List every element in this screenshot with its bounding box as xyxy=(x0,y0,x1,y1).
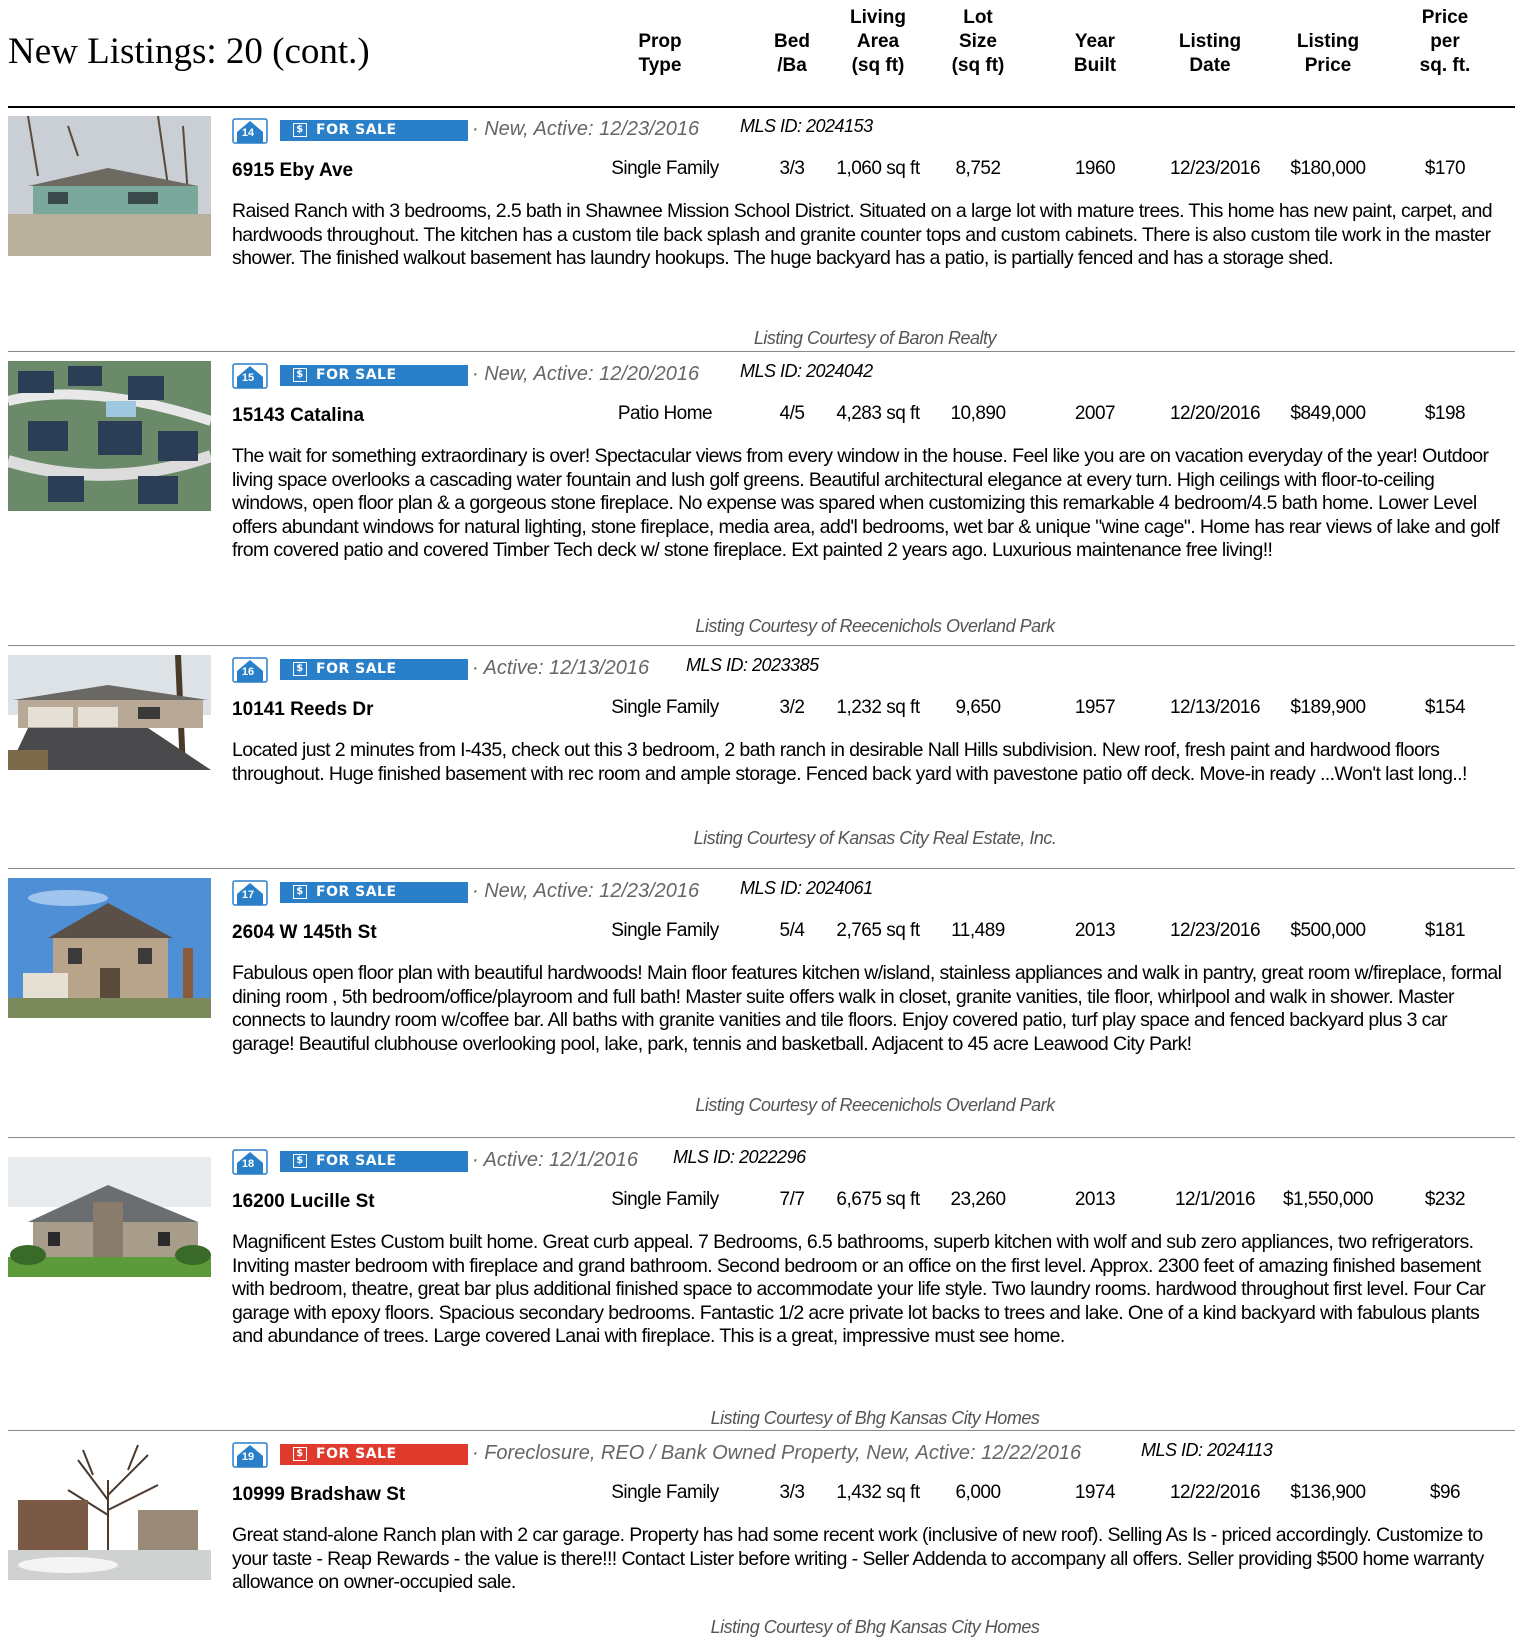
listing-photo[interactable] xyxy=(8,878,211,1018)
listing-courtesy: Listing Courtesy of Bhg Kansas City Homes xyxy=(710,1617,1040,1637)
listing-courtesy: Listing Courtesy of Reecenichols Overland Park xyxy=(695,616,1055,636)
listing-status: · Active: 12/1/2016 xyxy=(472,1149,639,1171)
listing-divider xyxy=(8,351,1515,352)
prop-type: Single Family xyxy=(611,920,719,941)
listing-item xyxy=(0,1432,1527,1642)
year-built: 1974 xyxy=(1074,1482,1116,1503)
price-per-sqft: $170 xyxy=(1424,158,1466,179)
sign-icon: $ xyxy=(293,1154,307,1168)
bed-ba: 4/5 xyxy=(779,403,805,424)
badge-text: FOR SALE xyxy=(316,661,397,677)
listing-price: $849,000 xyxy=(1290,403,1366,424)
prop-type: Single Family xyxy=(611,697,719,718)
price-per-sqft: $232 xyxy=(1424,1189,1466,1210)
mls-id: MLS ID: 2024153 xyxy=(740,116,873,136)
mls-id: MLS ID: 2022296 xyxy=(673,1147,806,1167)
living-area: 1,060 sq ft xyxy=(836,158,920,179)
column-header-bed-ba: Bed /Ba xyxy=(774,31,810,76)
year-built: 2013 xyxy=(1074,1189,1116,1210)
mls-id: MLS ID: 2023385 xyxy=(686,655,819,675)
listing-number: 14 xyxy=(241,127,255,139)
for-sale-badge xyxy=(232,657,468,681)
page-title: New Listings: 20 (cont.) xyxy=(8,31,370,72)
year-built: 2013 xyxy=(1074,920,1116,941)
badge-text: FOR SALE xyxy=(316,1446,397,1462)
listing-item xyxy=(0,870,1527,1138)
column-header-listing-date: Listing Date xyxy=(1178,31,1242,76)
listing-description: The wait for something extraordinary is over! Spectacular views from every window in the house. Feel like you are on vacation everyday of the year! Outdoor living space overlooks a cascading water fountain and lush golf greens. Beautiful architectural elegance at every turn. High ceilings with floor-to-ceiling windows, open floor plan & a gorgeous stone fireplace. No expense was spared when customizing this remarkable 4 bedroom/4.5 bath home. Lower Level offers abundant windows for natural lighting, stone fireplace, media area, add'l bedrooms, wet bar & unique "wine cage". Home has rear views of lake and golf from covered patio and covered Timber Tech deck w/ stone fireplace. Ext painted 2 years ago. Luxurious maintenance free living!! xyxy=(232,445,1500,561)
lot-size: 9,650 xyxy=(955,697,1001,718)
bed-ba: 3/3 xyxy=(779,1482,805,1503)
listing-date: 12/20/2016 xyxy=(1169,403,1261,424)
lot-size: 11,489 xyxy=(951,920,1005,941)
for-sale-label xyxy=(280,1151,468,1172)
listing-photo[interactable] xyxy=(8,1147,211,1287)
for-sale-badge xyxy=(232,1442,468,1466)
listing-courtesy: Listing Courtesy of Bhg Kansas City Homes xyxy=(710,1408,1040,1428)
listing-status: · Foreclosure, REO / Bank Owned Property, New, Active: 12/22/2016 xyxy=(472,1442,1082,1464)
listing-date: 12/1/2016 xyxy=(1174,1189,1256,1210)
badge-text: FOR SALE xyxy=(316,884,397,900)
listing-photo[interactable] xyxy=(8,361,211,511)
year-built: 1960 xyxy=(1074,158,1116,179)
living-area: 4,283 sq ft xyxy=(836,403,920,424)
listing-status: · New, Active: 12/20/2016 xyxy=(472,363,700,385)
sign-icon: $ xyxy=(293,662,307,676)
listing-divider xyxy=(8,868,1515,869)
listing-item xyxy=(0,108,1527,352)
listing-item xyxy=(0,647,1527,869)
listing-courtesy: Listing Courtesy of Baron Realty xyxy=(753,328,997,348)
listing-number: 18 xyxy=(241,1158,255,1170)
sign-icon: $ xyxy=(293,885,307,899)
listing-item xyxy=(0,353,1527,646)
listing-courtesy: Listing Courtesy of Kansas City Real Estate, Inc. xyxy=(693,828,1057,848)
prop-type: Single Family xyxy=(611,1482,719,1503)
lot-size: 23,260 xyxy=(950,1189,1006,1210)
for-sale-label xyxy=(280,365,468,386)
prop-type: Single Family xyxy=(611,158,719,179)
living-area: 2,765 sq ft xyxy=(836,920,920,941)
mls-id: MLS ID: 2024061 xyxy=(740,878,873,898)
year-built: 2007 xyxy=(1074,403,1116,424)
listing-description: Located just 2 minutes from I-435, check out this 3 bedroom, 2 bath ranch in desirable Nall Hills subdivision. New roof, fresh paint and hardwood floors throughout. Huge finished basement with rec room and ample storage. Fenced back yard with pavestone patio off deck. Move-in ready ...Won't last long..! xyxy=(232,739,1467,785)
column-header-prop-type: Prop Type xyxy=(638,31,682,76)
year-built: 1957 xyxy=(1074,697,1116,718)
column-header-year-built: Year Built xyxy=(1073,31,1117,76)
listing-item xyxy=(0,1139,1527,1431)
mls-id: MLS ID: 2024113 xyxy=(1141,1440,1273,1460)
listing-date: 12/23/2016 xyxy=(1169,158,1261,179)
listing-price: $136,900 xyxy=(1290,1482,1366,1503)
for-sale-badge xyxy=(232,118,468,142)
listing-status: · New, Active: 12/23/2016 xyxy=(472,118,700,140)
living-area: 6,675 sq ft xyxy=(836,1189,920,1210)
listing-status: · Active: 12/13/2016 xyxy=(472,657,650,679)
for-sale-label xyxy=(280,882,468,903)
lot-size: 10,890 xyxy=(950,403,1006,424)
column-header-listing-price: Listing Price xyxy=(1296,31,1360,76)
price-per-sqft: $96 xyxy=(1429,1482,1461,1503)
bed-ba: 7/7 xyxy=(779,1189,805,1210)
mls-id: MLS ID: 2024042 xyxy=(740,361,873,381)
listing-number: 15 xyxy=(241,372,255,384)
bed-ba: 3/2 xyxy=(779,697,805,718)
listing-address[interactable]: 6915 Eby Ave xyxy=(232,160,354,181)
listing-number: 17 xyxy=(241,889,255,901)
sign-icon: $ xyxy=(293,1447,307,1461)
listing-address[interactable]: 16200 Lucille St xyxy=(232,1191,375,1212)
listing-divider xyxy=(8,645,1515,646)
listing-photo[interactable] xyxy=(8,1440,211,1580)
listing-date: 12/23/2016 xyxy=(1169,920,1261,941)
column-header-living-area: Living Area (sq ft) xyxy=(850,7,906,76)
for-sale-label xyxy=(280,120,468,141)
price-per-sqft: $154 xyxy=(1424,697,1466,718)
listing-price: $180,000 xyxy=(1290,158,1366,179)
column-header-lot-size: Lot Size (sq ft) xyxy=(951,7,1005,76)
bed-ba: 3/3 xyxy=(779,158,805,179)
bed-ba: 5/4 xyxy=(779,920,805,941)
listing-photo[interactable] xyxy=(8,116,211,256)
listing-address[interactable]: 10141 Reeds Dr xyxy=(232,699,374,720)
listing-address[interactable]: 2604 W 145th St xyxy=(232,922,377,943)
listing-divider xyxy=(8,1137,1515,1138)
badge-text: FOR SALE xyxy=(316,122,397,138)
living-area: 1,232 sq ft xyxy=(836,697,920,718)
listing-photo[interactable] xyxy=(8,655,211,770)
prop-type: Patio Home xyxy=(617,403,713,424)
listing-status: · New, Active: 12/23/2016 xyxy=(472,880,700,902)
price-per-sqft: $181 xyxy=(1424,920,1466,941)
listing-description: Magnificent Estes Custom built home. Great curb appeal. 7 Bedrooms, 6.5 bathrooms, superb kitchen with wolf and sub zero appliances, two refrigerators. Inviting master bedroom with fireplace and grand bathroom. Second bedroom or an office on the first level. Approx. 2300 feet of amazing finished basement with bedroom, theatre, great bar plus additional finished space to accommodate your life style. Two laundry rooms. hardwood throughout first level. Four Car garage with epoxy floors. Spacious secondary bedrooms. Fantastic 1/2 acre private lot backs to trees and lake. One of a kind backyard with fabulous plants and abundance of trees. Large covered Lanai with fireplace. This is a great, impressive must see home. xyxy=(232,1231,1486,1347)
listing-divider xyxy=(8,1430,1515,1431)
listing-description: Fabulous open floor plan with beautiful hardwoods! Main floor features kitchen w/island, stainless appliances and walk in pantry, great room w/fireplace, formal dining room , 5th bedroom/office/playroom and full bath! Master suite offers walk in closet, granite vanities, tile floor, whirlpool and walk in shower. Master connects to laundry room w/coffee bar. All baths with granite vanities and tile floors. Enjoy covered patio, turf play space and fenced backyard plus 3 car garage! Beautiful clubhouse overlooking pool, lake, park, tennis and basketball. Adjacent to 45 acre Leawood City Park! xyxy=(232,962,1502,1055)
listing-courtesy: Listing Courtesy of Reecenichols Overland Park xyxy=(695,1095,1055,1115)
for-sale-badge xyxy=(232,363,468,387)
listing-number: 19 xyxy=(241,1451,255,1463)
listing-description: Great stand-alone Ranch plan with 2 car garage. Property has had some recent work (inclusive of new roof). Selling As Is - priced accordingly. Customize to your taste - Reap Rewards - the value is there!!! Contact Lister before writing - Seller Addenda to accompany all offers. Seller providing $500 home warranty allowance on owner-occupied sale. xyxy=(232,1524,1484,1593)
living-area: 1,432 sq ft xyxy=(836,1482,920,1503)
prop-type: Single Family xyxy=(611,1189,719,1210)
listing-date: 12/13/2016 xyxy=(1169,697,1261,718)
price-per-sqft: $198 xyxy=(1424,403,1466,424)
lot-size: 8,752 xyxy=(955,158,1001,179)
listing-description: Raised Ranch with 3 bedrooms, 2.5 bath in Shawnee Mission School District. Situated on a large lot with mature trees. This home has new paint, carpet, and hardwoods throughout. The kitchen has a custom tile back splash and granite counter tops and custom cabinets. There is also custom tile work in the master shower. The finished walkout basement has laundry hookups. The huge backyard has a patio, is partially fenced and has a storage shed. xyxy=(232,200,1492,269)
for-sale-label xyxy=(280,1444,468,1465)
badge-text: FOR SALE xyxy=(316,1153,397,1169)
for-sale-label xyxy=(280,659,468,680)
for-sale-badge xyxy=(232,880,468,904)
sign-icon: $ xyxy=(293,123,307,137)
sign-icon: $ xyxy=(293,368,307,382)
listing-address[interactable]: 10999 Bradshaw St xyxy=(232,1484,406,1505)
listing-price: $189,900 xyxy=(1290,697,1366,718)
lot-size: 6,000 xyxy=(955,1482,1001,1503)
listing-date: 12/22/2016 xyxy=(1169,1482,1261,1503)
listing-number: 16 xyxy=(241,666,255,678)
column-header-price-per-sqft: Price per sq. ft. xyxy=(1419,7,1471,76)
listing-address[interactable]: 15143 Catalina xyxy=(232,405,365,426)
badge-text: FOR SALE xyxy=(316,367,397,383)
listing-price: $500,000 xyxy=(1290,920,1366,941)
listing-price: $1,550,000 xyxy=(1282,1189,1374,1210)
for-sale-badge xyxy=(232,1149,468,1173)
